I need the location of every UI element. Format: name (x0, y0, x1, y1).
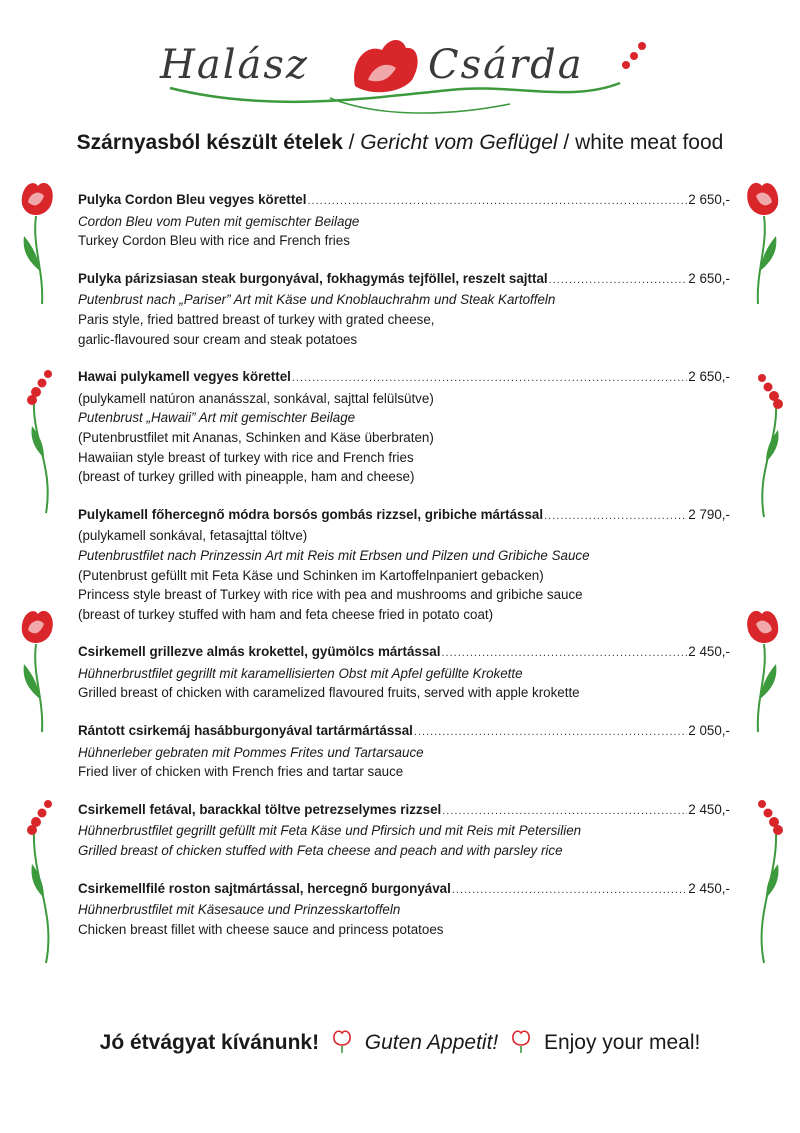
footer-greeting (0, 1029, 800, 1055)
tulip-stem-icon (14, 604, 58, 734)
menu-item-header (78, 505, 730, 527)
menu-item-price: 2 650,- (688, 369, 730, 385)
menu-item (78, 642, 730, 703)
footer-hu: Jó étvágyat kívánunk! (99, 1031, 320, 1054)
menu-item-price: 2 450,- (688, 801, 730, 817)
menu-item-description: Hühnerbrustfilet gegrillt gefüllt mit Feta Käse und Pfirsich und mit Reis mit Petersilien (78, 823, 582, 839)
heading-separator: / (342, 131, 361, 154)
menu-item-list (78, 190, 730, 939)
menu-item (78, 721, 730, 782)
menu-item-name: Rántott csirkemáj hasábburgonyával tartármártással (78, 723, 413, 739)
menu-item (78, 879, 730, 940)
menu-item-description: (Putenbrust gefüllt mit Feta Käse und Schinken im Kartoffelnpaniert gebacken) (78, 567, 544, 583)
menu-item-name: Csirkemell grillezve almás krokettel, gyümölcs mártással (78, 644, 441, 660)
heading-de: Gericht vom Geflügel (360, 131, 558, 154)
menu-item-description: Hühnerbrustfilet mit Käsesauce und Prinzesskartoffeln (78, 902, 401, 918)
menu-item-header (78, 642, 730, 664)
restaurant-logo (150, 28, 670, 118)
tulip-stem-icon (742, 176, 786, 306)
menu-item-description: Princess style breast of Turkey with rice with pea and mushrooms and gribiche sauce (78, 587, 583, 603)
heading-separator: / (557, 131, 576, 154)
footer-en: Enjoy your meal! (543, 1031, 701, 1054)
menu-item-header (78, 800, 730, 822)
menu-item (78, 269, 730, 349)
tulip-stem-icon (742, 604, 786, 734)
menu-item (78, 800, 730, 861)
menu-item-description: (breast of turkey stuffed with ham and feta cheese fried in potato coat) (78, 606, 494, 622)
tulip-icon (331, 1029, 353, 1053)
heading-en: white meat food (575, 131, 724, 154)
logo-word-halasz: Halász (160, 42, 309, 88)
menu-item-price: 2 790,- (688, 506, 730, 522)
menu-item-price: 2 050,- (688, 723, 730, 739)
menu-item-name: Hawai pulykamell vegyes körettel (78, 369, 291, 385)
berry-stem-icon (746, 798, 786, 968)
menu-item (78, 367, 730, 487)
menu-item (78, 190, 730, 251)
menu-item-header (78, 190, 730, 212)
menu-item-header (78, 367, 730, 389)
menu-item-description: Turkey Cordon Bleu with rice and French fries (78, 233, 350, 249)
menu-item-description: (pulykamell natúron ananásszal, sonkával, sajttal felülsütve) (78, 390, 434, 406)
menu-item-description: Putenbrustfilet nach Prinzessin Art mit Reis mit Erbsen und Pilzen und Gribiche Sauce (78, 547, 590, 563)
berry-stem-icon (24, 368, 64, 518)
menu-item-price: 2 650,- (688, 270, 730, 286)
dot-leader (549, 271, 688, 291)
menu-item-name: Csirkemellfilé roston sajtmártással, hercegnő burgonyával (78, 880, 451, 896)
berry-stem-icon (746, 372, 786, 522)
menu-item-price: 2 450,- (688, 644, 730, 660)
menu-item-description: (breast of turkey grilled with pineapple, ham and cheese) (78, 469, 415, 485)
tulip-stem-icon (14, 176, 58, 306)
menu-item-description: (pulykamell sonkával, fetasajttal töltve) (78, 528, 308, 544)
menu-item-description: Grilled breast of chicken stuffed with Feta cheese and peach and with parsley rice (78, 843, 563, 859)
menu-item-description: Paris style, fried battred breast of turkey with grated cheese, (78, 311, 435, 327)
menu-item-description: Putenbrust „Hawaii” Art mit gemischter Beilage (78, 410, 356, 426)
dot-leader (414, 723, 687, 743)
footer-de: Guten Appetit! (364, 1031, 499, 1054)
menu-item-name: Csirkemell fetával, barackkal töltve petrezselymes rizzsel (78, 801, 442, 817)
dot-leader (452, 881, 687, 901)
menu-item-price: 2 650,- (688, 192, 730, 207)
tulip-icon (510, 1029, 532, 1053)
dot-leader (441, 644, 687, 664)
menu-item-description: Hawaiian style breast of turkey with rice and French fries (78, 449, 414, 465)
menu-item-description: Hühnerbrustfilet gegrillt mit karamellisierten Obst mit Apfel gefüllte Krokette (78, 665, 523, 681)
menu-item-name: Pulyka párizsiasan steak burgonyával, fokhagymás tejföllel, reszelt sajttal (78, 270, 548, 286)
menu-item-header (78, 879, 730, 901)
dot-leader (307, 192, 687, 212)
menu-item-description: Chicken breast fillet with cheese sauce and princess potatoes (78, 921, 444, 937)
menu-item-header (78, 721, 730, 743)
logo-word-csarda: Csárda (428, 42, 584, 88)
menu-item-description: Grilled breast of chicken with caramelized flavoured fruits, served with apple krokette (78, 685, 580, 701)
menu-item-header (78, 269, 730, 291)
menu-item-description: Hühnerleber gebraten mit Pommes Frites und Tartarsauce (78, 744, 424, 760)
dot-leader (442, 802, 687, 822)
dot-leader (292, 369, 687, 389)
menu-item-price: 2 450,- (688, 880, 730, 896)
menu-item-description: Cordon Bleu vom Puten mit gemischter Beilage (78, 213, 360, 229)
menu-item-description: garlic-flavoured sour cream and steak potatoes (78, 331, 358, 347)
menu-item-name: Pulyka Cordon Bleu vegyes körettel (78, 192, 307, 207)
menu-item-name: Pulykamell főhercegnő módra borsós gombás rizzsel, gribiche mártással (78, 506, 544, 522)
section-heading (0, 131, 800, 155)
menu-item (78, 505, 730, 625)
menu-item-description: Fried liver of chicken with French fries and tartar sauce (78, 764, 404, 780)
berry-stem-icon (24, 798, 64, 968)
heading-hu: Szárnyasból készült ételek (76, 131, 343, 154)
menu-item-description: Putenbrust nach „Pariser” Art mit Käse und Knoblauchrahm und Steak Kartoffeln (78, 292, 556, 308)
dot-leader (544, 507, 687, 527)
menu-item-description: (Putenbrustfilet mit Ananas, Schinken and Käse überbraten) (78, 429, 434, 445)
